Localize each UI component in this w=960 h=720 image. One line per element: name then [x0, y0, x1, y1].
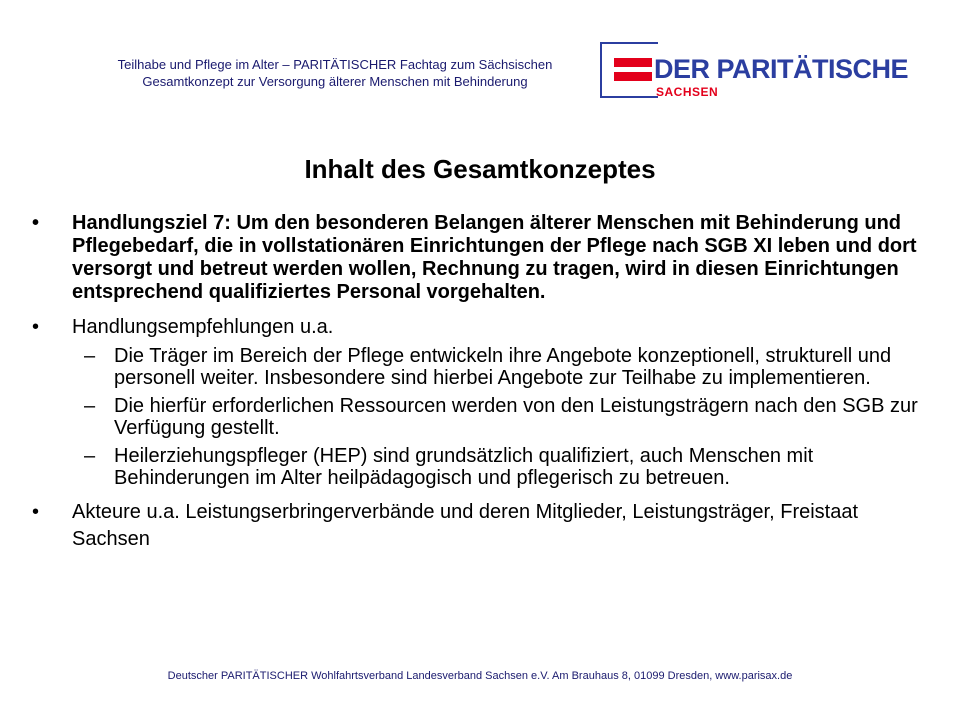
bullet-text: Handlungsziel 7: Um den besonderen Belangen älterer Menschen mit Behinderung und Pflegebedarf, die in vollstationären Einrichtungen der Pflege nach SGB XI leben und dort versorgt und betreut werden wollen, Rechnung zu tragen, wird in diesen Einrichtungen entsprechend qualifiziertes Personal vorgehalten.	[72, 212, 917, 303]
logo-region: SACHSEN	[656, 85, 719, 99]
sub-marker: –	[84, 395, 96, 417]
bullet-text: Handlungsempfehlungen u.a.	[72, 316, 334, 338]
bullet-marker: •	[32, 501, 40, 523]
sub-item	[32, 445, 922, 489]
logo-frame	[600, 42, 658, 98]
slide-title: Inhalt des Gesamtkonzeptes	[304, 154, 656, 184]
sub-marker: –	[84, 345, 96, 367]
header-line-2: Gesamtkonzept zur Versorgung älterer Menschen mit Behinderung	[142, 74, 528, 89]
bullet-marker: •	[32, 212, 40, 234]
sub-text: Die hierfür erforderlichen Ressourcen werden von den Leistungsträgern nach den SGB zur Verfügung gestellt.	[114, 395, 918, 439]
sub-text: Heilerziehungspfleger (HEP) sind grundsätzlich qualifiziert, auch Menschen mit Behinderungen im Alter heilpädagogisch und pflegerisch zu betreuen.	[114, 445, 814, 489]
sub-item	[32, 345, 922, 389]
logo-red-bar-bottom	[614, 72, 652, 81]
footer-address: Deutscher PARITÄTISCHER Wohlfahrtsverband Landesverband Sachsen e.V. Am Brauhaus 8, 01099 Dresden, www.parisax.de	[167, 670, 793, 682]
bullet-handlungsziel	[32, 212, 922, 304]
paritaetische-logo	[600, 42, 920, 102]
bullet-text: Akteure u.a. Leistungserbringerverbände und deren Mitglieder, Leistungsträger, Freistaat Sachsen	[72, 501, 859, 550]
slide-content	[32, 212, 922, 565]
header-line-1: Teilhabe und Pflege im Alter – PARITÄTISCHER Fachtag zum Sächsischen	[117, 57, 553, 72]
bullet-marker: •	[32, 316, 40, 338]
sub-text: Die Träger im Bereich der Pflege entwickeln ihre Angebote konzeptionell, strukturell und personell weiter. Insbesondere sind hierbei Angebote zur Teilhabe zu implementieren.	[114, 345, 892, 389]
logo-wordmark: DER PARITÄTISCHE	[654, 54, 909, 84]
sub-list	[32, 345, 922, 489]
header-text	[70, 56, 600, 90]
bullet-handlungsempfehlungen	[32, 316, 922, 339]
bullet-akteure	[32, 499, 922, 553]
sub-marker: –	[84, 445, 96, 467]
sub-item	[32, 395, 922, 439]
logo-red-bar-top	[614, 58, 652, 67]
